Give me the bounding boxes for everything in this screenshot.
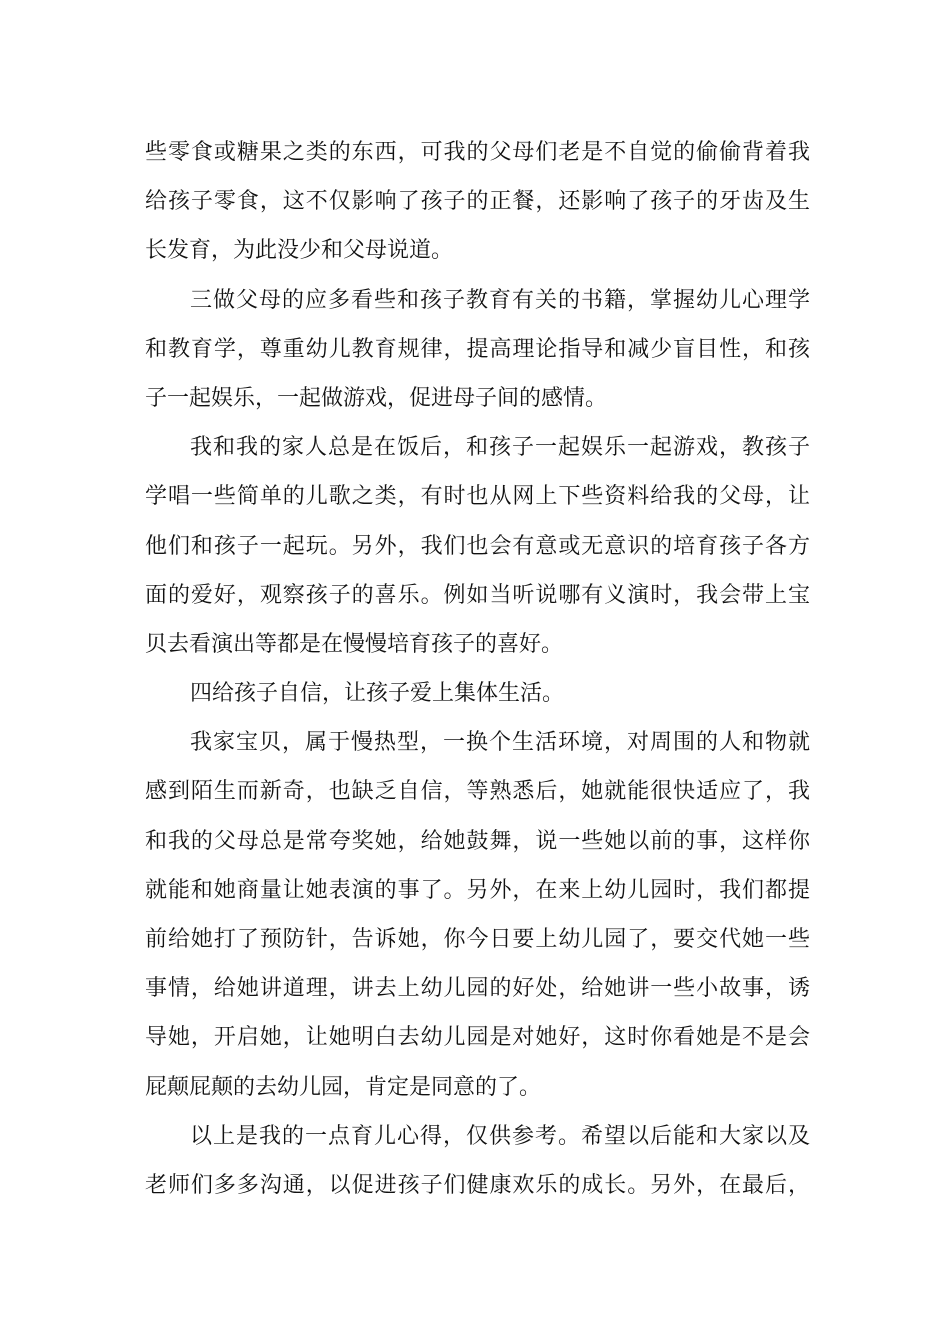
- body-text: [145, 128, 810, 1210]
- text-line: 感到陌生而新奇，也缺乏自信，等熟悉后，她就能很快适应了，我: [145, 779, 810, 805]
- text-line: 我和我的家人总是在饭后，和孩子一起娱乐一起游戏，教孩子: [190, 435, 810, 461]
- text-line: 三做父母的应多看些和孩子教育有关的书籍，掌握幼儿心理学: [190, 287, 810, 313]
- text-line: 导她，开启她，让她明白去幼儿园是对她好，这时你看她是不是会: [145, 1025, 810, 1051]
- text-line: 前给她打了预防针，告诉她，你今日要上幼儿园了，要交代她一些: [145, 927, 810, 952]
- text-line: 学唱一些简单的儿歌之类，有时也从网上下些资料给我的父母，让: [145, 484, 810, 510]
- text-line: 和我的父母总是常夸奖她，给她鼓舞，说一些她以前的事，这样你: [145, 828, 810, 854]
- text-line: 些零食或糖果之类的东西，可我的父母们老是不自觉的偷偷背着我: [145, 140, 810, 165]
- text-line: 给孩子零食，这不仅影响了孩子的正餐，还影响了孩子的牙齿及生: [145, 189, 810, 215]
- text-line: 以上是我的一点育儿心得，仅供参考。希望以后能和大家以及: [190, 1123, 810, 1149]
- text-line: 长发育，为此没少和父母说道。: [145, 238, 454, 264]
- text-line: 屁颠屁颠的去幼儿园，肯定是同意的了。: [145, 1074, 542, 1100]
- text-line: 他们和孩子一起玩。另外，我们也会有意或无意识的培育孩子各方: [145, 533, 810, 559]
- text-line: 就能和她商量让她表演的事了。另外，在来上幼儿园时，我们都提: [145, 877, 810, 903]
- text-line: 老师们多多沟通，以促进孩子们健康欢乐的成长。另外，在最后，: [145, 1172, 810, 1198]
- text-line: 面的爱好，观察孩子的喜乐。例如当听说哪有义演时，我会带上宝: [145, 582, 810, 608]
- text-line: 我家宝贝，属于慢热型，一换个生活环境，对周围的人和物就: [190, 730, 810, 756]
- text-line: 四给孩子自信，让孩子爱上集体生活。: [190, 681, 565, 707]
- text-line: 子一起娱乐，一起做游戏，促进母子间的感情。: [145, 385, 608, 411]
- text-line: 事情，给她讲道理，讲去上幼儿园的好处，给她讲一些小故事，诱: [145, 976, 810, 1002]
- text-line: 贝去看演出等都是在慢慢培育孩子的喜好。: [145, 631, 564, 657]
- text-line: 和教育学，尊重幼儿教育规律，提高理论指导和减少盲目性，和孩: [145, 336, 810, 362]
